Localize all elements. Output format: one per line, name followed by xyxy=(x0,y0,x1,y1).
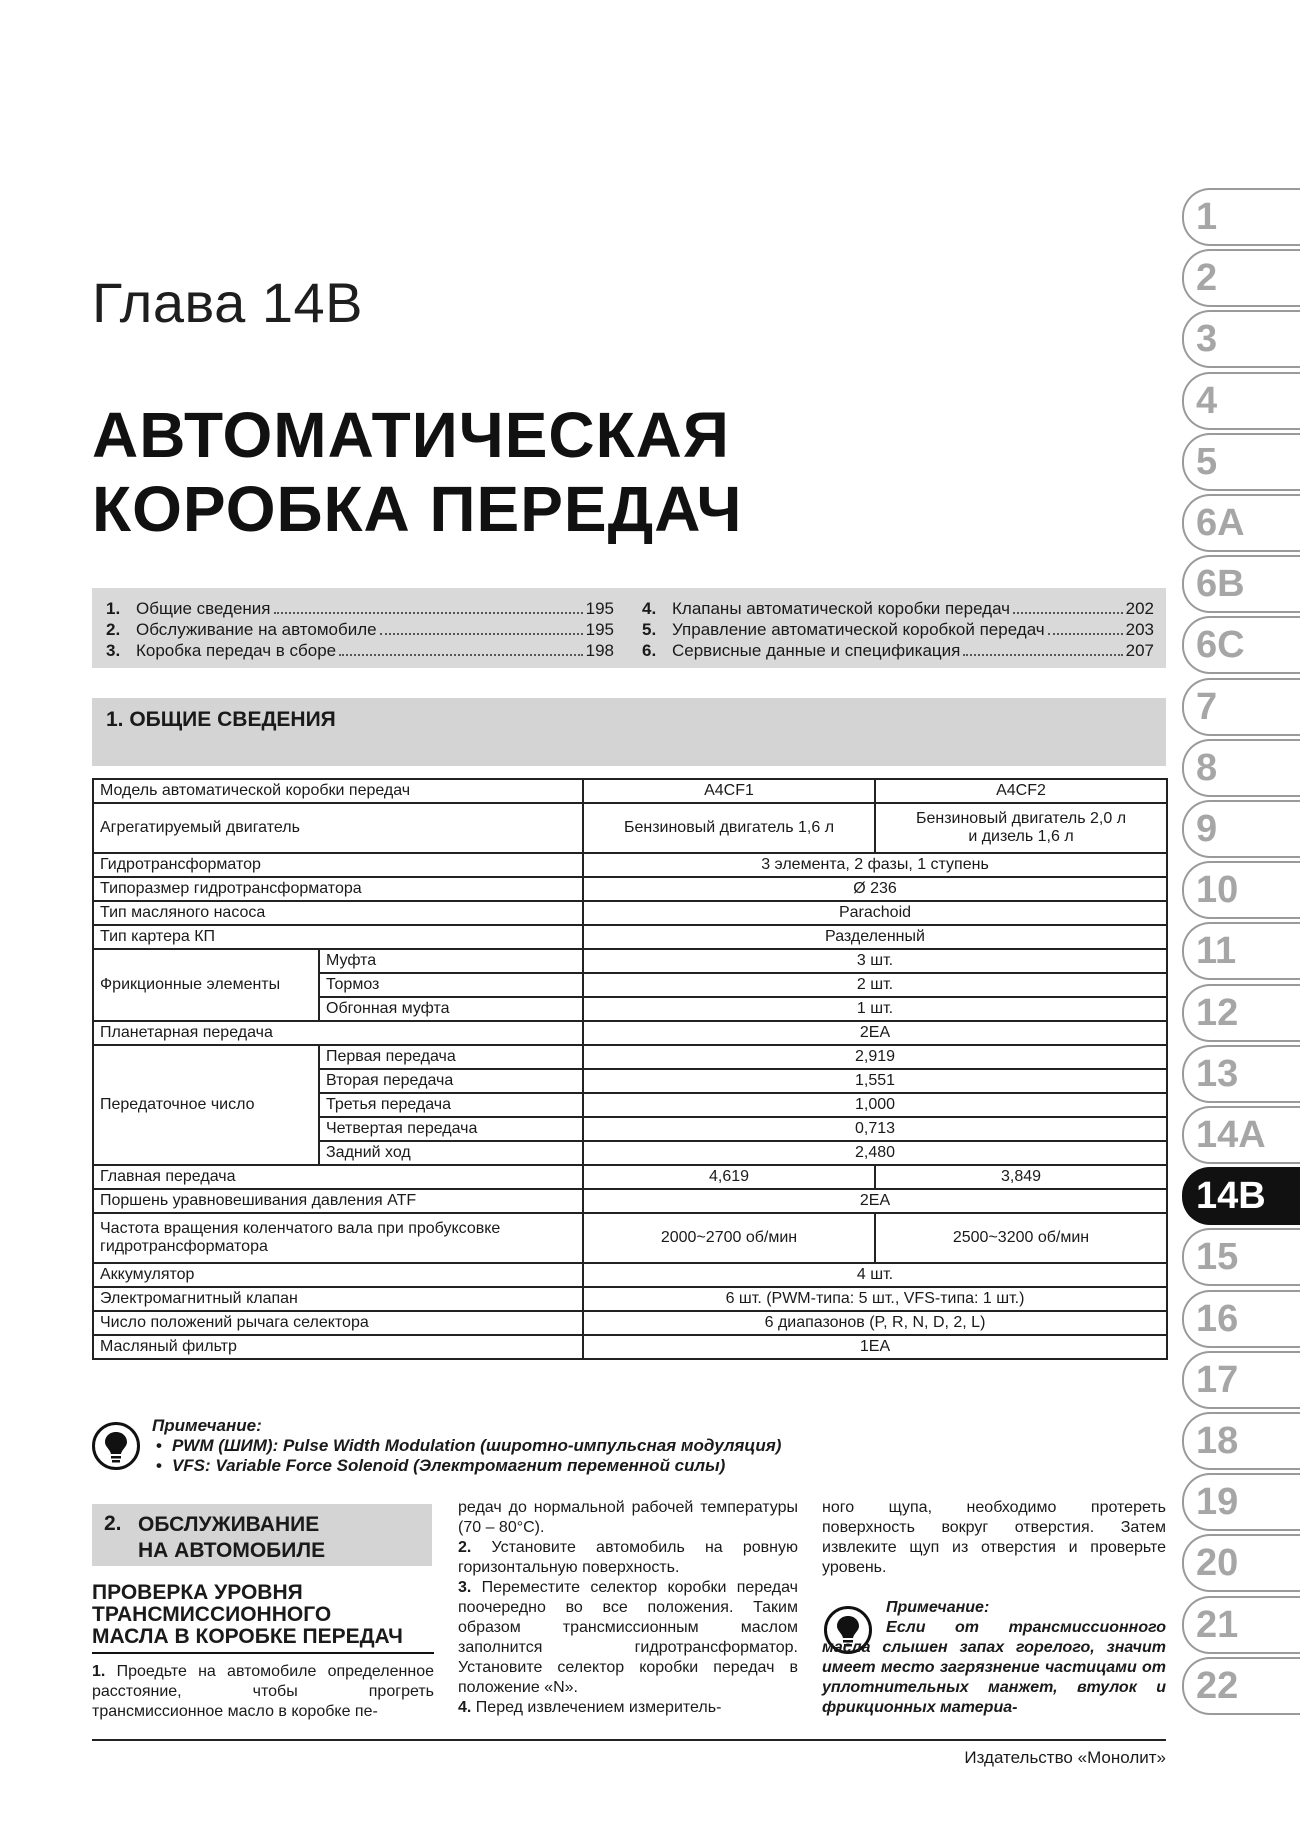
section-2-title-line: НА АВТОМОБИЛЕ xyxy=(138,1539,326,1562)
table-row xyxy=(93,1045,1167,1069)
toc-title: Клапаны автоматической коробки передач xyxy=(672,599,1011,618)
table-cell: Поршень уравновешивания давления ATF xyxy=(93,1189,583,1213)
cell-line: Бензиновый двигатель 2,0 л xyxy=(915,810,1127,827)
chapter-tab-label: 8 xyxy=(1196,746,1218,789)
toc-num: 2. xyxy=(106,620,121,639)
step-number: 4. xyxy=(458,1699,472,1716)
chapter-tab[interactable] xyxy=(1182,739,1300,797)
table-cell: 2 шт. xyxy=(583,973,1167,997)
table-cell: Обгонная муфта xyxy=(319,997,583,1021)
table-row xyxy=(93,803,1167,853)
table-cell: Первая передача xyxy=(319,1045,583,1069)
table-row xyxy=(93,1021,1167,1045)
chapter-tab-label: 15 xyxy=(1196,1236,1239,1279)
note-heading: Примечание: xyxy=(886,1599,990,1616)
note-item: • PWM (ШИМ): Pulse Width Modulation (широтно-импульсная модуляция) xyxy=(156,1436,781,1456)
table-row xyxy=(93,1165,1167,1189)
chapter-tab-label: 1 xyxy=(1196,196,1218,238)
chapter-tab[interactable] xyxy=(1182,1228,1300,1286)
table-cell: 4 шт. xyxy=(583,1263,1167,1287)
chapter-tab-label: 12 xyxy=(1196,991,1239,1034)
toc-page: 207 xyxy=(1125,641,1154,660)
chapter-tab[interactable] xyxy=(1182,555,1300,613)
paragraph: ного щупа, необходимо протереть поверхность вокруг отверстия. Затем извлеките щуп из отверстия и проверьте уровень. xyxy=(822,1499,1166,1576)
chapter-tab-label: 19 xyxy=(1196,1481,1239,1524)
page-title-line-2: КОРОБКА ПЕРЕДАЧ xyxy=(92,473,743,545)
table-cell: 1,551 xyxy=(583,1069,1167,1093)
table-cell: 3 шт. xyxy=(583,949,1167,973)
toc-leader xyxy=(963,654,1122,656)
toc-page: 195 xyxy=(585,599,614,618)
chapter-tab[interactable] xyxy=(1182,800,1300,858)
toc-column-right xyxy=(642,598,1154,661)
paragraph: Переместите селектор коробки передач поочередно во все положения. Таким образом трансмиссионным маслом заполнится гидротрансформатор. Установите селектор коробки передач в положение «N». xyxy=(458,1579,798,1696)
toc-page: 195 xyxy=(585,620,614,639)
cell-line: Частота вращения коленчатого вала при пробуксовке xyxy=(100,1220,501,1237)
chapter-tab[interactable] xyxy=(1182,1534,1300,1592)
chapter-tab-label: 14A xyxy=(1196,1114,1266,1156)
chapter-tab-label: 9 xyxy=(1196,808,1218,850)
toc-page: 198 xyxy=(585,641,614,660)
toc-leader xyxy=(1013,612,1123,614)
toc-entry[interactable] xyxy=(106,598,614,619)
chapter-tab-label: 11 xyxy=(1196,930,1237,973)
chapter-tab-label: 2 xyxy=(1196,257,1218,300)
table-cell: 1,000 xyxy=(583,1093,1167,1117)
note-heading: Примечание: xyxy=(152,1416,262,1435)
table-cell: Число положений рычага селектора xyxy=(93,1311,583,1335)
toc-entry[interactable] xyxy=(642,619,1154,640)
table-cell: A4CF1 xyxy=(583,779,875,803)
chapter-tab-label: 16 xyxy=(1196,1297,1239,1340)
section-2-number: 2. xyxy=(104,1512,122,1535)
chapter-tab-label: 6B xyxy=(1196,563,1245,606)
chapter-tab[interactable] xyxy=(1182,1290,1300,1348)
table-cell: Ø 236 xyxy=(583,877,1167,901)
table-cell: 3 элемента, 2 фазы, 1 ступень xyxy=(583,853,1167,877)
toc-num: 3. xyxy=(106,641,121,660)
toc-title: Управление автоматической коробкой передач xyxy=(672,620,1045,639)
table-row xyxy=(93,877,1167,901)
table-cell: 6 диапазонов (P, R, N, D, 2, L) xyxy=(583,1311,1167,1335)
chapter-tab[interactable] xyxy=(1182,249,1300,307)
lightbulb-icon xyxy=(92,1422,140,1470)
table-cell: Муфта xyxy=(319,949,583,973)
chapter-tab[interactable] xyxy=(1182,310,1300,368)
chapter-tab-label: 3 xyxy=(1196,318,1218,361)
chapter-tab-label: 10 xyxy=(1196,869,1239,912)
chapter-tab[interactable] xyxy=(1182,1351,1300,1409)
toc-num: 5. xyxy=(642,620,657,639)
chapter-tab-label: 17 xyxy=(1196,1358,1239,1401)
toc-leader xyxy=(380,633,583,635)
table-cell: 2EA xyxy=(583,1021,1167,1045)
table-cell: Масляный фильтр xyxy=(93,1335,583,1359)
table-cell: 2EA xyxy=(583,1189,1167,1213)
toc-num: 1. xyxy=(106,599,121,618)
table-cell: Тип масляного насоса xyxy=(93,901,583,925)
toc-leader xyxy=(1048,633,1123,635)
table-cell: Передаточное число xyxy=(93,1045,319,1165)
toc-entry[interactable] xyxy=(106,619,614,640)
paragraph: Проедьте на автомобиле определенное расстояние, чтобы прогреть трансмиссионное масло в коробке пе- xyxy=(92,1663,434,1720)
toc-page: 202 xyxy=(1125,599,1154,618)
step-number: 2. xyxy=(458,1539,472,1556)
step-number: 3. xyxy=(458,1579,472,1596)
chapter-tab-label: 21 xyxy=(1196,1603,1239,1646)
chapter-tab[interactable] xyxy=(1182,1106,1300,1164)
toc-title: Обслуживание на автомобиле xyxy=(136,620,377,639)
chapter-tab-label: 4 xyxy=(1196,379,1218,422)
table-cell: Задний ход xyxy=(319,1141,583,1165)
paragraph-step xyxy=(458,1578,798,1698)
table-cell: Электромагнитный клапан xyxy=(93,1287,583,1311)
table-cell: Главная передача xyxy=(93,1165,583,1189)
page-title xyxy=(92,398,743,546)
table-row xyxy=(93,1263,1167,1287)
table-cell: 1 шт. xyxy=(583,997,1167,1021)
table-cell: Модель автоматической коробки передач xyxy=(93,779,583,803)
chapter-tab-label: 13 xyxy=(1196,1052,1239,1095)
table-row xyxy=(93,1213,1167,1263)
chapter-tab[interactable] xyxy=(1182,1596,1300,1654)
table-cell: Вторая передача xyxy=(319,1069,583,1093)
chapter-tab[interactable] xyxy=(1182,984,1300,1042)
toc-entry[interactable] xyxy=(642,640,1154,661)
paragraph: редач до нормальной рабочей температуры (70 – 80°C). xyxy=(458,1499,798,1536)
table-cell: Бензиновый двигатель 1,6 л xyxy=(583,803,875,853)
table-cell: Parachoid xyxy=(583,901,1167,925)
chapter-tab[interactable] xyxy=(1182,1167,1300,1225)
section-1-header xyxy=(92,698,1166,766)
text-column-2 xyxy=(458,1498,798,1718)
toc-num: 4. xyxy=(642,599,657,618)
table-row xyxy=(93,1335,1167,1359)
cell-line: и дизель 1,6 л xyxy=(968,828,1074,845)
table-cell: 6 шт. (PWM-типа: 5 шт., VFS-типа: 1 шт.) xyxy=(583,1287,1167,1311)
table-row xyxy=(93,901,1167,925)
table-row xyxy=(93,853,1167,877)
table-cell: Типоразмер гидротрансформатора xyxy=(93,877,583,901)
chapter-tab-label: 22 xyxy=(1196,1664,1239,1707)
table-cell: 3,849 xyxy=(875,1165,1167,1189)
section-2-title-line: ОБСЛУЖИВАНИЕ xyxy=(138,1513,320,1536)
chapter-tab[interactable] xyxy=(1182,372,1300,430)
chapter-tab-label: 5 xyxy=(1196,440,1218,483)
table-cell: Разделенный xyxy=(583,925,1167,949)
page-title-line-1: АВТОМАТИЧЕСКАЯ xyxy=(92,399,730,471)
chapter-tab[interactable] xyxy=(1182,1473,1300,1531)
text-column-3 xyxy=(822,1498,1166,1578)
chapter-tab[interactable] xyxy=(1182,1412,1300,1470)
table-cell xyxy=(875,803,1167,853)
table-row xyxy=(93,779,1167,803)
footer-divider xyxy=(92,1739,1166,1741)
section-2-header xyxy=(92,1504,432,1566)
chapter-tab[interactable] xyxy=(1182,616,1300,674)
toc-entry[interactable] xyxy=(106,640,614,661)
paragraph: Перед извлечением измеритель- xyxy=(475,1699,722,1716)
subsection-title-line: ТРАНСМИССИОННОГО xyxy=(92,1603,332,1626)
toc-page: 203 xyxy=(1125,620,1154,639)
toc-num: 6. xyxy=(642,641,657,660)
table-cell: 2,919 xyxy=(583,1045,1167,1069)
table-row xyxy=(93,1189,1167,1213)
chapter-tab[interactable] xyxy=(1182,861,1300,919)
table-cell: 0,713 xyxy=(583,1117,1167,1141)
chapter-tab-label: 7 xyxy=(1196,685,1218,728)
chapter-tab[interactable] xyxy=(1182,1657,1300,1715)
chapter-tab[interactable] xyxy=(1182,433,1300,491)
chapter-tab-label: 14B xyxy=(1196,1175,1266,1218)
toc-entry[interactable] xyxy=(642,598,1154,619)
chapter-tab[interactable] xyxy=(1182,188,1300,246)
chapter-tab-label: 6A xyxy=(1196,502,1245,544)
toc-leader xyxy=(339,654,583,656)
note-item: • VFS: Variable Force Solenoid (Электромагнит переменной силы) xyxy=(156,1456,781,1476)
table-row xyxy=(93,925,1167,949)
publisher: Издательство «Монолит» xyxy=(964,1748,1166,1767)
table-cell: 2,480 xyxy=(583,1141,1167,1165)
table-cell: A4CF2 xyxy=(875,779,1167,803)
note-text xyxy=(822,1618,1166,1718)
table-row xyxy=(93,949,1167,973)
chapter-tab-label: 20 xyxy=(1196,1542,1239,1585)
chapter-tab[interactable] xyxy=(1182,678,1300,736)
subsection-title-line: ПРОВЕРКА УРОВНЯ xyxy=(92,1581,303,1604)
table-row xyxy=(93,1287,1167,1311)
toc-title: Сервисные данные и спецификация xyxy=(672,641,961,660)
toc-title: Коробка передач в сборе xyxy=(136,641,337,660)
chapter-tab-label: 18 xyxy=(1196,1420,1239,1462)
table-row xyxy=(93,1311,1167,1335)
cell-line: гидротрансформатора xyxy=(100,1238,268,1255)
chapter-tab[interactable] xyxy=(1182,1045,1300,1103)
table-cell: 2000~2700 об/мин xyxy=(583,1213,875,1263)
paragraph: Установите автомобиль на ровную горизонтальную поверхность. xyxy=(458,1539,798,1576)
subsection-title xyxy=(92,1582,434,1654)
paragraph-step xyxy=(458,1538,798,1578)
section-1-title: 1. ОБЩИЕ СВЕДЕНИЯ xyxy=(106,708,336,731)
note-block xyxy=(822,1598,1166,1718)
chapter-tab-label: 6C xyxy=(1196,624,1245,667)
table-cell: Планетарная передача xyxy=(93,1021,583,1045)
toc-column-left xyxy=(106,598,614,661)
text-column-1 xyxy=(92,1662,434,1722)
step-number: 1. xyxy=(92,1663,106,1680)
table-cell: 1EA xyxy=(583,1335,1167,1359)
table-cell: Тип картера КП xyxy=(93,925,583,949)
note-body: Если от трансмиссионного масла слышен запах горелого, значит имеет место загрязнение частицами от уплотнительных манжет, втулок и фрикционных материа- xyxy=(822,1619,1166,1716)
subsection-title-line: МАСЛА В КОРОБКЕ ПЕРЕДАЧ xyxy=(92,1625,403,1648)
chapter-tab[interactable] xyxy=(1182,494,1300,552)
spec-table xyxy=(92,778,1168,1360)
table-cell: Четвертая передача xyxy=(319,1117,583,1141)
table-cell: Аккумулятор xyxy=(93,1263,583,1287)
table-cell xyxy=(93,1213,583,1263)
table-cell: 4,619 xyxy=(583,1165,875,1189)
table-cell: 2500~3200 об/мин xyxy=(875,1213,1167,1263)
paragraph-step xyxy=(458,1698,798,1718)
toc-title: Общие сведения xyxy=(136,599,271,618)
section-2-title xyxy=(138,1512,325,1564)
chapter-tab[interactable] xyxy=(1182,922,1300,980)
table-cell: Фрикционные элементы xyxy=(93,949,319,1021)
table-cell: Гидротрансформатор xyxy=(93,853,583,877)
table-cell: Тормоз xyxy=(319,973,583,997)
chapter-label: Глава 14B xyxy=(92,271,363,334)
table-of-contents xyxy=(92,588,1166,668)
toc-leader xyxy=(274,612,583,614)
note-block xyxy=(152,1416,781,1476)
table-cell: Третья передача xyxy=(319,1093,583,1117)
table-cell: Агрегатируемый двигатель xyxy=(93,803,583,853)
